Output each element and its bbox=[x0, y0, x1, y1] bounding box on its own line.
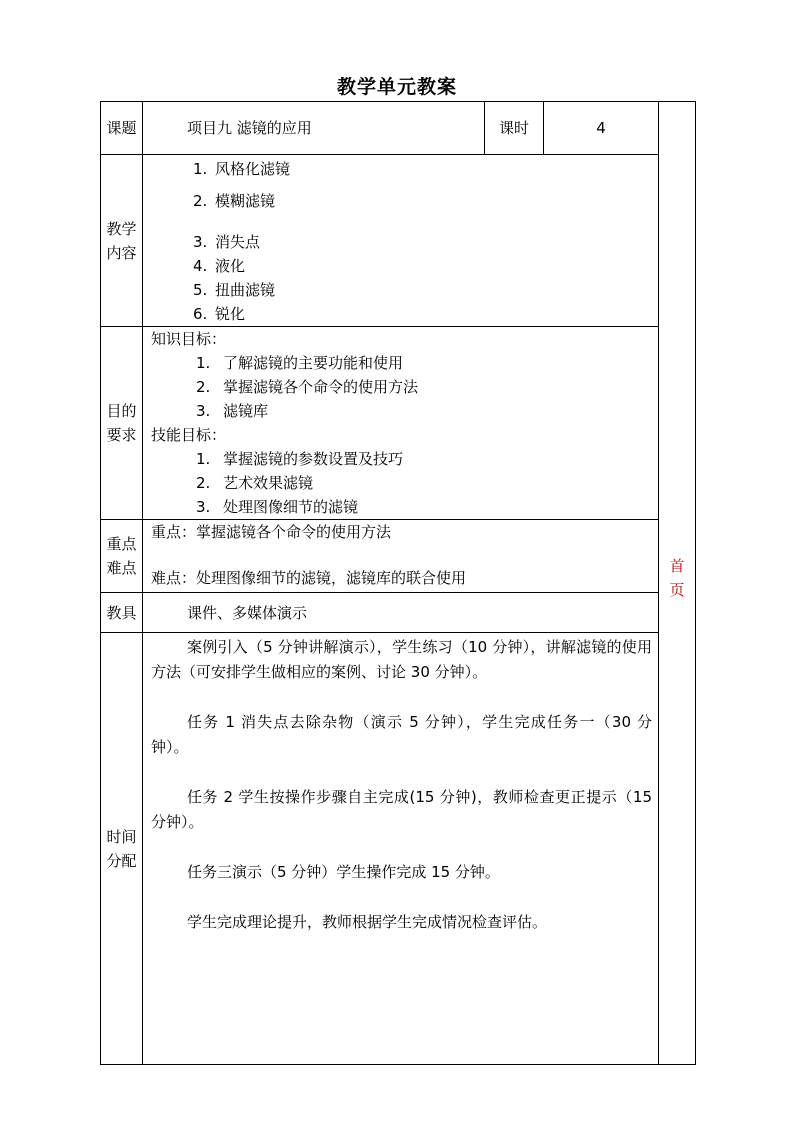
topic-row bbox=[101, 102, 696, 155]
list-item-number: 3. bbox=[196, 498, 211, 516]
goals-row bbox=[101, 327, 696, 520]
goals-label bbox=[101, 327, 143, 520]
list-item bbox=[151, 471, 658, 495]
time-label-line2: 分配 bbox=[106, 851, 137, 870]
list-item bbox=[143, 278, 658, 302]
time-row bbox=[101, 633, 696, 1065]
list-item bbox=[151, 399, 658, 423]
goals-cell bbox=[143, 327, 659, 520]
key-point: 重点：掌握滤镜各个命令的使用方法 bbox=[151, 523, 392, 541]
list-item bbox=[143, 302, 658, 326]
page-title: 教学单元教案 bbox=[336, 76, 457, 98]
list-item-text: 液化 bbox=[215, 257, 246, 275]
list-item-text: 处理图像细节的滤镜 bbox=[223, 498, 359, 516]
key-points-row bbox=[101, 520, 696, 593]
tools-value: 课件、多媒体演示 bbox=[143, 593, 659, 633]
hours-value: 4 bbox=[544, 102, 659, 155]
topic-label: 课题 bbox=[101, 102, 143, 155]
tools-row bbox=[101, 593, 696, 633]
list-item-text: 艺术效果滤镜 bbox=[223, 474, 314, 492]
list-item-text: 模糊滤镜 bbox=[215, 192, 276, 210]
list-item-number: 1. bbox=[196, 354, 211, 372]
list-item-number: 3. bbox=[196, 402, 211, 420]
list-item-text: 掌握滤镜各个命令的使用方法 bbox=[223, 378, 419, 396]
list-item-text: 锐化 bbox=[215, 305, 246, 323]
list-item-number: 2. bbox=[196, 474, 211, 492]
knowledge-heading: 知识目标： bbox=[151, 330, 227, 348]
list-item-text: 消失点 bbox=[215, 233, 261, 251]
list-item-number: 1. bbox=[193, 160, 208, 178]
content-list bbox=[143, 157, 658, 326]
topic-value: 项目九 滤镜的应用 bbox=[143, 102, 485, 155]
side-note-char-2: 页 bbox=[669, 581, 685, 599]
content-label bbox=[101, 155, 143, 327]
list-item bbox=[143, 189, 658, 222]
list-item-number: 2. bbox=[196, 378, 211, 396]
list-item-text: 了解滤镜的主要功能和使用 bbox=[223, 354, 404, 372]
lesson-plan-table bbox=[100, 101, 696, 1065]
content-row bbox=[101, 155, 696, 327]
time-cell bbox=[143, 633, 659, 1065]
list-item-number: 5. bbox=[193, 281, 208, 299]
side-note-column bbox=[659, 102, 696, 1065]
key-label-line2: 难点 bbox=[106, 559, 137, 577]
time-paragraph: 案例引入（5 分钟讲解演示），学生练习（10 分钟），讲解滤镜的使用方法（可安排学生做相应的案例、讨论 30 分钟）。 bbox=[151, 638, 652, 681]
time-paragraph: 任务 1 消失点去除杂物（演示 5 分钟），学生完成任务一（30 分钟）。 bbox=[151, 713, 652, 756]
goals-label-line2: 要求 bbox=[106, 426, 137, 444]
difficult-point: 难点：处理图像细节的滤镜，滤镜库的联合使用 bbox=[151, 569, 467, 587]
skill-heading: 技能目标： bbox=[151, 426, 227, 444]
list-item-text: 滤镜库 bbox=[223, 402, 269, 420]
time-paragraph: 任务三演示（5 分钟）学生操作完成 15 分钟。 bbox=[187, 863, 500, 881]
list-item-number: 2. bbox=[193, 192, 208, 210]
time-paragraph: 学生完成理论提升，教师根据学生完成情况检查评估。 bbox=[187, 913, 548, 931]
side-note-char-1: 首 bbox=[669, 557, 685, 575]
list-item-number: 6. bbox=[193, 305, 208, 323]
list-item-number: 3. bbox=[193, 233, 208, 251]
key-label-line1: 重点 bbox=[106, 535, 137, 553]
list-item-number: 1. bbox=[196, 450, 211, 468]
list-item bbox=[151, 495, 658, 519]
list-item bbox=[151, 447, 658, 471]
key-points-cell bbox=[143, 520, 659, 593]
content-label-line2: 内容 bbox=[106, 243, 137, 262]
content-label-line1: 教学 bbox=[106, 219, 137, 238]
list-item bbox=[143, 254, 658, 278]
time-paragraph: 任务 2 学生按操作步骤自主完成(15 分钟)，教师检查更正提示（15 分钟）。 bbox=[151, 788, 652, 831]
key-points-label bbox=[101, 520, 143, 593]
list-item bbox=[151, 375, 658, 399]
time-label-line1: 时间 bbox=[106, 827, 137, 846]
tools-label: 教具 bbox=[101, 593, 143, 633]
list-item-text: 掌握滤镜的参数设置及技巧 bbox=[223, 450, 404, 468]
hours-label: 课时 bbox=[485, 102, 544, 155]
list-item-number: 4. bbox=[193, 257, 208, 275]
goals-label-line1: 目的 bbox=[106, 402, 137, 420]
list-item bbox=[143, 230, 658, 254]
list-item-text: 扭曲滤镜 bbox=[215, 281, 276, 299]
list-item-text: 风格化滤镜 bbox=[215, 160, 291, 178]
list-item bbox=[143, 157, 658, 189]
list-item bbox=[151, 351, 658, 375]
content-list-cell bbox=[143, 155, 659, 327]
time-label bbox=[101, 633, 143, 1065]
